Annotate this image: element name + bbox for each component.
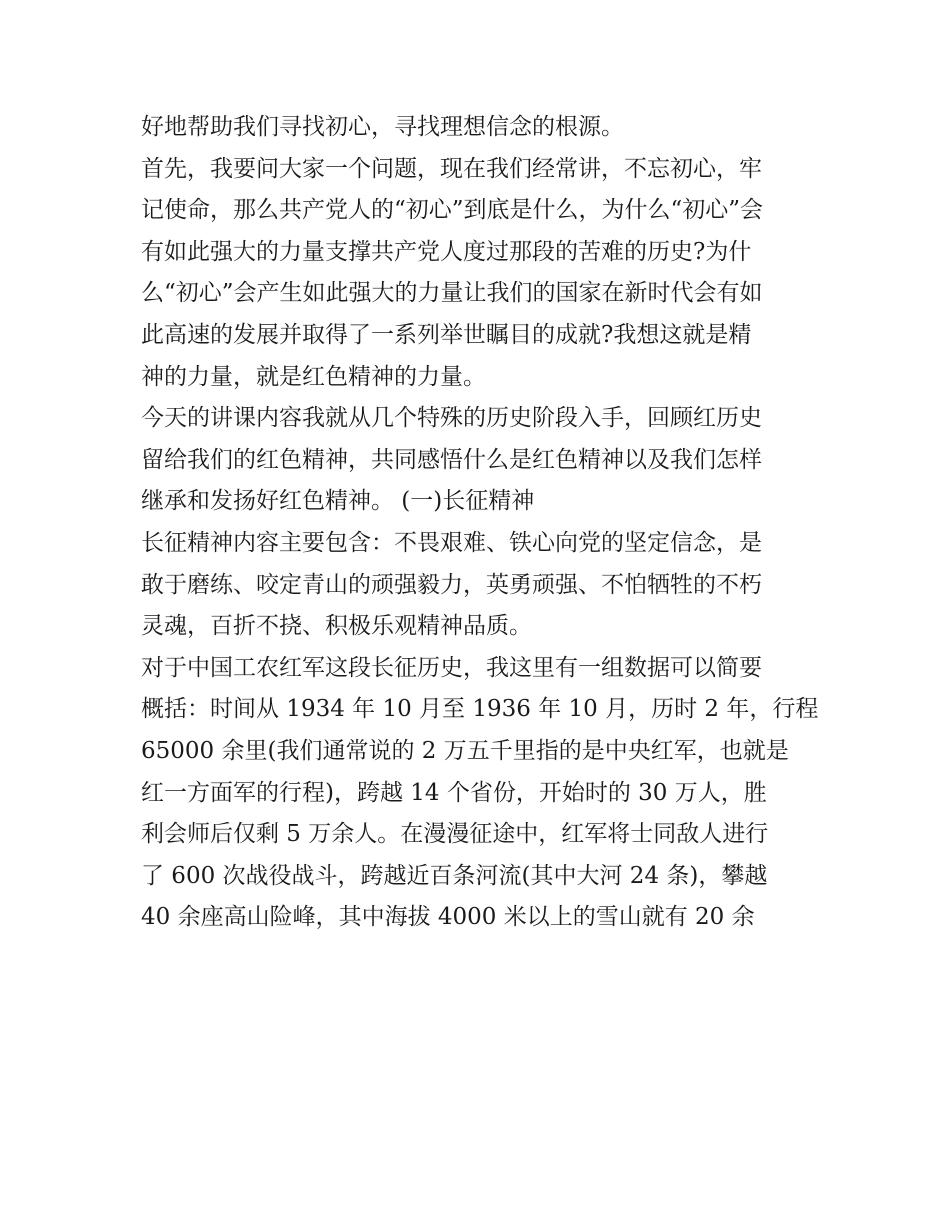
text-line: 此高速的发展并取得了一系列举世瞩目的成就?我想这就是精 bbox=[141, 321, 752, 348]
text-line: 敢于磨练、咬定青山的顽强毅力，英勇顽强、不怕牺牲的不朽 bbox=[141, 571, 762, 598]
text-line: 神的力量，就是红色精神的力量。 bbox=[141, 363, 486, 390]
text-line: 有如此强大的力量支撑共产党人度过那段的苦难的历史?为什 bbox=[141, 238, 752, 265]
text-line: 40 余座高山险峰，其中海拔 4000 米以上的雪山就有 20 余 bbox=[141, 904, 755, 931]
section-heading-line: 继承和发扬好红色精神。 (一)长征精神 bbox=[141, 488, 535, 515]
body-text bbox=[141, 107, 821, 939]
text-line: 利会师后仅剩 5 万余人。在漫漫征途中，红军将士同敌人进行 bbox=[141, 821, 769, 848]
text-line: 灵魂，百折不挠、积极乐观精神品质。 bbox=[141, 613, 532, 640]
text-line: 红一方面军的行程)，跨越 14 个省份，开始时的 30 万人，胜 bbox=[141, 779, 767, 806]
text-line: 留给我们的红色精神，共同感悟什么是红色精神以及我们怎样 bbox=[141, 446, 762, 473]
text-line: 好地帮助我们寻找初心，寻找理想信念的根源。 bbox=[141, 114, 624, 140]
text-line: 概括：时间从 1934 年 10 月至 1936 年 10 月，历时 2 年，行程 bbox=[141, 696, 819, 723]
text-line: 长征精神内容主要包含：不畏艰难、铁心向党的坚定信念，是 bbox=[141, 529, 762, 556]
text-line: 对于中国工农红军这段长征历史，我这里有一组数据可以简要 bbox=[141, 654, 762, 681]
text-line: 今天的讲课内容我就从几个特殊的历史阶段入手，回顾红历史 bbox=[141, 405, 762, 432]
text-line: 65000 余里(我们通常说的 2 万五千里指的是中央红军，也就是 bbox=[141, 737, 789, 764]
text-line: 首先，我要问大家一个问题，现在我们经常讲，不忘初心，牢 bbox=[141, 155, 762, 182]
text-line: 么“初心”会产生如此强大的力量让我们的国家在新时代会有如 bbox=[141, 280, 763, 307]
text-line: 了 600 次战役战斗，跨越近百条河流(其中大河 24 条)，攀越 bbox=[141, 862, 768, 889]
text-line: 记使命，那么共产党人的“初心”到底是什么，为什么“初心”会 bbox=[141, 197, 764, 224]
